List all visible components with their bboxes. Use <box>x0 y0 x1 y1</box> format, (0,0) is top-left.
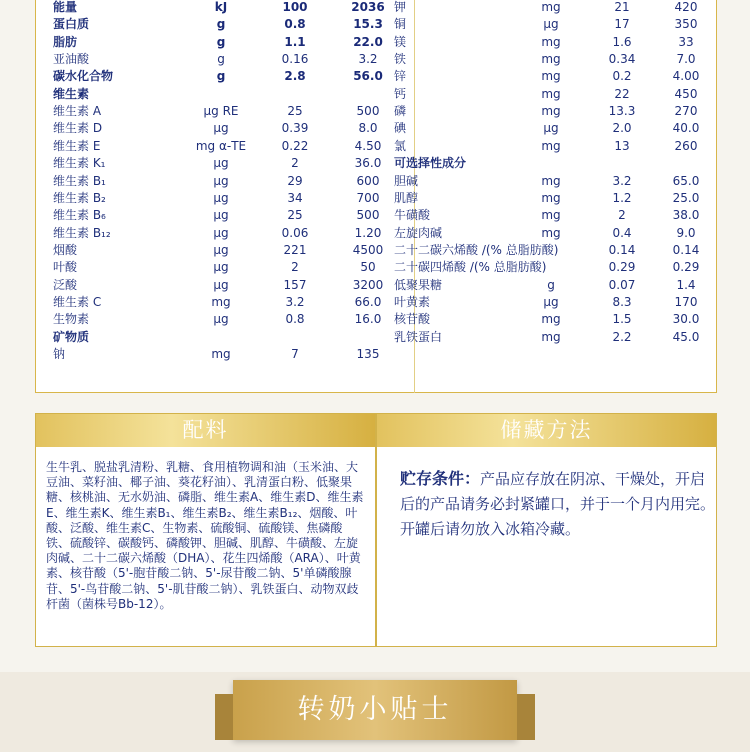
nutrient-unit: μg <box>213 121 229 136</box>
nutrient-per-100ml: 22 <box>614 86 630 101</box>
nutrient-per-100ml: 25 <box>287 208 303 223</box>
nutrient-per-100g: 25.0 <box>672 190 700 205</box>
nutrient-unit: g <box>547 277 555 292</box>
nutrient-per-100ml: 2 <box>291 260 299 275</box>
nutrient-row <box>394 311 714 328</box>
nutrient-per-100g: 4.00 <box>672 69 700 84</box>
nutrient-per-100ml: 0.16 <box>281 52 309 67</box>
nutrient-per-100ml: 2 <box>291 156 299 171</box>
nutrient-unit: μg <box>543 294 559 309</box>
storage-label: 贮存条件： <box>400 469 481 488</box>
nutrient-row <box>53 120 393 137</box>
nutrient-row <box>53 277 393 294</box>
nutrient-row <box>394 68 714 85</box>
nutrient-name: 能量 <box>53 0 78 14</box>
nutrient-unit: μg <box>213 208 229 223</box>
nutrient-unit: mg <box>541 225 561 240</box>
nutrient-per-100g: 500 <box>356 104 380 119</box>
nutrient-row <box>394 277 714 294</box>
nutrient-per-100g: 600 <box>356 173 380 188</box>
nutrient-per-100g: 45.0 <box>672 329 700 344</box>
nutrient-row <box>53 86 393 103</box>
nutrient-name: 维生素 A <box>53 104 102 119</box>
nutrient-row <box>53 311 393 328</box>
nutrient-row <box>53 173 393 190</box>
nutrient-row <box>53 329 393 346</box>
nutrient-unit: mg <box>541 190 561 205</box>
nutrient-per-100g: 3200 <box>352 277 384 292</box>
nutrient-per-100g: 700 <box>356 190 380 205</box>
nutrient-per-100g: 38.0 <box>672 208 700 223</box>
nutrient-name: 铁 <box>394 52 407 67</box>
nutrient-per-100ml: 2.2 <box>612 329 632 344</box>
nutrient-unit: mg <box>211 294 231 309</box>
nutrient-name: 维生素 B₆ <box>53 208 106 223</box>
nutrient-per-100ml: 0.8 <box>284 17 306 32</box>
nutrient-unit: μg <box>213 156 229 171</box>
nutrient-name: 叶酸 <box>53 260 78 275</box>
nutrient-per-100ml: 0.14 <box>608 242 636 257</box>
nutrient-per-100ml: 0.22 <box>281 138 309 153</box>
nutrient-per-100ml: 8.3 <box>612 294 632 309</box>
nutrient-row <box>394 0 714 16</box>
nutrient-unit: μg <box>213 242 229 257</box>
nutrient-per-100ml: 0.07 <box>608 277 636 292</box>
nutrient-per-100ml: 17 <box>614 17 630 32</box>
nutrient-unit: g <box>216 34 226 49</box>
nutrient-per-100ml: 0.34 <box>608 52 636 67</box>
nutrient-unit: mg <box>541 34 561 49</box>
nutrient-per-100ml: 2.8 <box>284 69 306 84</box>
nutrient-per-100g: 270 <box>674 104 698 119</box>
nutrient-name: 维生素 B₁₂ <box>53 225 111 240</box>
nutrient-per-100ml: 21 <box>614 0 630 14</box>
nutrient-row <box>394 34 714 51</box>
nutrient-name: 可选择性成分 <box>394 156 467 171</box>
ingredients-title: 配料 <box>36 414 375 447</box>
nutrient-name: 维生素 C <box>53 294 102 309</box>
ingredients-text: 生牛乳、脱盐乳清粉、乳糖、食用植物调和油（玉米油、大豆油、菜籽油、椰子油、葵花籽油）、乳清蛋白粉、低聚果糖、核桃油、无水奶油、磷脂、维生素A、维生素D、维生素E、维生素K、维生素B₁、维生素B₂、维生素B₁₂、烟酸、叶酸、泛酸、维生素C、生物素、硫酸铜、硫酸镁、焦磷酸铁、硫酸锌、碳酸钙、磷酸钾、胆碱、肌醇、牛磺酸、左旋肉碱、二十二碳六烯酸（DHA）、花生四烯酸（ARA）、叶黄素、核苷酸（5'-胞苷酸二钠、5'-尿苷酸二钠、5'单磷酸腺苷、5'-鸟苷酸二钠、5'-肌苷酸二钠）、乳铁蛋白、动物双歧杆菌（菌株号Bb-12）。 <box>46 460 364 611</box>
nutrient-unit: mg <box>541 329 561 344</box>
nutrient-per-100ml: 0.2 <box>612 69 632 84</box>
nutrient-per-100ml: 34 <box>287 190 303 205</box>
nutrient-per-100g: 22.0 <box>353 34 383 49</box>
nutrient-row <box>53 207 393 224</box>
nutrient-name: 烟酸 <box>53 242 78 257</box>
nutrition-table <box>35 0 717 393</box>
nutrient-name: 二十碳四烯酸 /(% 总脂肪酸) <box>394 260 547 275</box>
nutrient-per-100g: 56.0 <box>353 69 383 84</box>
nutrient-name: 乳铁蛋白 <box>394 329 443 344</box>
nutrient-row <box>53 242 393 259</box>
nutrient-row <box>394 173 714 190</box>
nutrient-unit: g <box>216 69 226 84</box>
nutrient-name: 核苷酸 <box>394 312 431 327</box>
nutrient-per-100ml: 25 <box>287 104 303 119</box>
nutrient-row <box>394 120 714 137</box>
nutrient-unit: g <box>217 52 225 67</box>
nutrient-row <box>394 225 714 242</box>
nutrient-name: 维生素 E <box>53 138 101 153</box>
nutrient-name: 蛋白质 <box>53 17 90 32</box>
nutrient-per-100g: 36.0 <box>354 156 382 171</box>
nutrient-name: 钠 <box>53 347 66 361</box>
nutrient-per-100ml: 29 <box>287 173 303 188</box>
nutrient-name: 铜 <box>394 17 407 32</box>
nutrient-per-100ml: 1.6 <box>612 34 632 49</box>
nutrient-row <box>394 103 714 120</box>
nutrient-row <box>53 294 393 311</box>
nutrient-per-100g: 2036 <box>351 0 385 14</box>
nutrient-name: 亚油酸 <box>53 52 90 67</box>
nutrient-name: 碳水化合物 <box>53 69 114 84</box>
nutrient-per-100g: 350 <box>674 17 698 32</box>
nutrient-name: 胆碱 <box>394 173 419 188</box>
nutrient-name: 维生素 D <box>53 121 103 136</box>
nutrient-row <box>53 138 393 155</box>
nutrient-row <box>394 16 714 33</box>
nutrient-unit: mg <box>541 69 561 84</box>
nutrient-row <box>53 259 393 276</box>
nutrient-unit: mg <box>541 0 561 14</box>
nutrient-row <box>394 329 714 346</box>
nutrient-per-100g: 33 <box>678 34 694 49</box>
nutrient-name: 牛磺酸 <box>394 208 431 223</box>
nutrient-unit: mg <box>541 86 561 101</box>
nutrient-per-100g: 450 <box>674 86 698 101</box>
nutrient-per-100g: 3.2 <box>358 52 378 67</box>
nutrient-per-100ml: 1.2 <box>612 190 632 205</box>
nutrient-row <box>53 51 393 68</box>
nutrient-unit: μg <box>213 173 229 188</box>
nutrient-per-100g: 260 <box>674 138 698 153</box>
storage-text: 产品应存放在阴凉、干燥处，开启后的产品请务必封紧罐口，并于一个月内用完。开罐后请勿放入冰箱冷藏。 <box>400 470 716 538</box>
nutrient-row <box>394 190 714 207</box>
nutrient-per-100ml: 0.4 <box>612 225 632 240</box>
nutrient-per-100g: 30.0 <box>672 312 700 327</box>
nutrient-name: 左旋肉碱 <box>394 225 443 240</box>
nutrient-per-100ml: 1.5 <box>612 312 632 327</box>
nutrient-row <box>53 346 393 363</box>
nutrient-per-100g: 4.50 <box>354 138 382 153</box>
nutrient-row <box>394 86 714 103</box>
nutrient-unit: μg <box>543 121 559 136</box>
nutrient-row <box>53 103 393 120</box>
nutrient-unit: μg <box>213 260 229 275</box>
nutrient-row <box>394 207 714 224</box>
nutrient-unit: mg <box>541 173 561 188</box>
nutrient-name: 磷 <box>394 104 407 119</box>
nutrient-per-100g: 0.14 <box>672 242 700 257</box>
nutrient-name: 维生素 K₁ <box>53 156 106 171</box>
nutrient-per-100ml: 0.39 <box>281 121 309 136</box>
nutrient-unit: mg <box>541 312 561 327</box>
tips-banner <box>233 680 517 740</box>
nutrient-per-100ml: 3.2 <box>285 294 305 309</box>
nutrient-per-100g: 9.0 <box>676 225 696 240</box>
nutrient-per-100ml: 2 <box>618 208 626 223</box>
nutrient-name: 钙 <box>394 86 407 101</box>
nutrient-name: 低聚果糖 <box>394 277 443 292</box>
nutrient-name: 肌醇 <box>394 190 419 205</box>
nutrient-name: 脂肪 <box>53 34 78 49</box>
nutrient-per-100g: 8.0 <box>358 121 378 136</box>
nutrient-unit: mg <box>541 104 561 119</box>
nutrient-name: 生物素 <box>53 312 90 327</box>
nutrient-per-100ml: 221 <box>283 242 307 257</box>
nutrient-row <box>53 155 393 172</box>
nutrient-per-100g: 50 <box>360 260 376 275</box>
nutrient-per-100g: 65.0 <box>672 173 700 188</box>
nutrient-row <box>394 259 714 276</box>
nutrient-unit: mg <box>541 52 561 67</box>
nutrient-unit: kJ <box>214 0 228 14</box>
storage-title: 储藏方法 <box>377 414 716 447</box>
nutrient-per-100g: 135 <box>356 347 380 361</box>
nutrient-per-100g: 1.4 <box>676 277 696 292</box>
nutrient-unit: μg <box>213 190 229 205</box>
nutrient-per-100g: 4500 <box>352 242 384 257</box>
nutrient-per-100g: 0.29 <box>672 260 700 275</box>
nutrient-per-100g: 40.0 <box>672 121 700 136</box>
nutrient-unit: μg <box>543 17 559 32</box>
nutrient-per-100ml: 2.0 <box>612 121 632 136</box>
nutrient-row <box>394 138 714 155</box>
nutrient-row <box>53 190 393 207</box>
nutrient-row <box>394 294 714 311</box>
nutrient-row <box>394 242 714 259</box>
nutrient-row <box>53 16 393 33</box>
nutrient-per-100ml: 3.2 <box>612 173 632 188</box>
nutrient-unit: μg <box>213 277 229 292</box>
nutrient-per-100g: 16.0 <box>354 312 382 327</box>
nutrient-per-100ml: 13.3 <box>608 104 636 119</box>
nutrient-unit: mg <box>541 138 561 153</box>
nutrient-per-100g: 1.20 <box>354 225 382 240</box>
nutrient-unit: mg α-TE <box>195 138 247 153</box>
nutrient-row <box>53 34 393 51</box>
nutrient-per-100ml: 0.29 <box>608 260 636 275</box>
nutrient-row <box>53 0 393 16</box>
nutrient-per-100ml: 7 <box>291 347 299 361</box>
nutrient-unit: μg <box>213 312 229 327</box>
nutrient-per-100g: 500 <box>356 208 380 223</box>
nutrient-name: 锌 <box>394 69 407 84</box>
nutrient-row <box>394 155 714 172</box>
nutrient-name: 维生素 B₁ <box>53 173 106 188</box>
nutrient-name: 钾 <box>394 0 407 14</box>
nutrient-per-100g: 7.0 <box>676 52 696 67</box>
nutrient-per-100ml: 13 <box>614 138 630 153</box>
nutrient-row <box>394 51 714 68</box>
nutrient-name: 氯 <box>394 138 407 153</box>
nutrient-per-100g: 15.3 <box>353 17 383 32</box>
storage-panel <box>376 413 717 647</box>
tips-title: 转奶小贴士 <box>297 694 453 725</box>
ingredients-panel <box>35 413 376 647</box>
nutrient-name: 维生素 B₂ <box>53 190 106 205</box>
nutrient-per-100ml: 0.06 <box>281 225 309 240</box>
nutrient-name: 维生素 <box>53 86 90 101</box>
nutrient-row <box>53 68 393 85</box>
nutrient-unit: g <box>216 17 226 32</box>
nutrient-per-100g: 66.0 <box>354 294 382 309</box>
nutrient-unit: μg RE <box>203 104 239 119</box>
storage-text-block <box>400 466 720 542</box>
nutrient-name: 叶黄素 <box>394 294 431 309</box>
nutrient-unit: μg <box>213 225 229 240</box>
nutrient-name: 二十二碳六烯酸 /(% 总脂肪酸) <box>394 242 559 257</box>
nutrient-row <box>53 225 393 242</box>
nutrient-per-100ml: 0.8 <box>285 312 305 327</box>
nutrient-name: 泛酸 <box>53 277 78 292</box>
nutrient-per-100ml: 157 <box>283 277 307 292</box>
nutrient-unit: mg <box>211 347 231 361</box>
nutrient-per-100ml: 100 <box>282 0 308 14</box>
nutrient-per-100g: 420 <box>674 0 698 14</box>
nutrient-per-100ml: 1.1 <box>284 34 306 49</box>
nutrient-name: 镁 <box>394 34 407 49</box>
nutrient-unit: mg <box>541 208 561 223</box>
nutrient-name: 碘 <box>394 121 407 136</box>
nutrient-name: 矿物质 <box>53 329 90 344</box>
nutrient-per-100g: 170 <box>674 294 698 309</box>
